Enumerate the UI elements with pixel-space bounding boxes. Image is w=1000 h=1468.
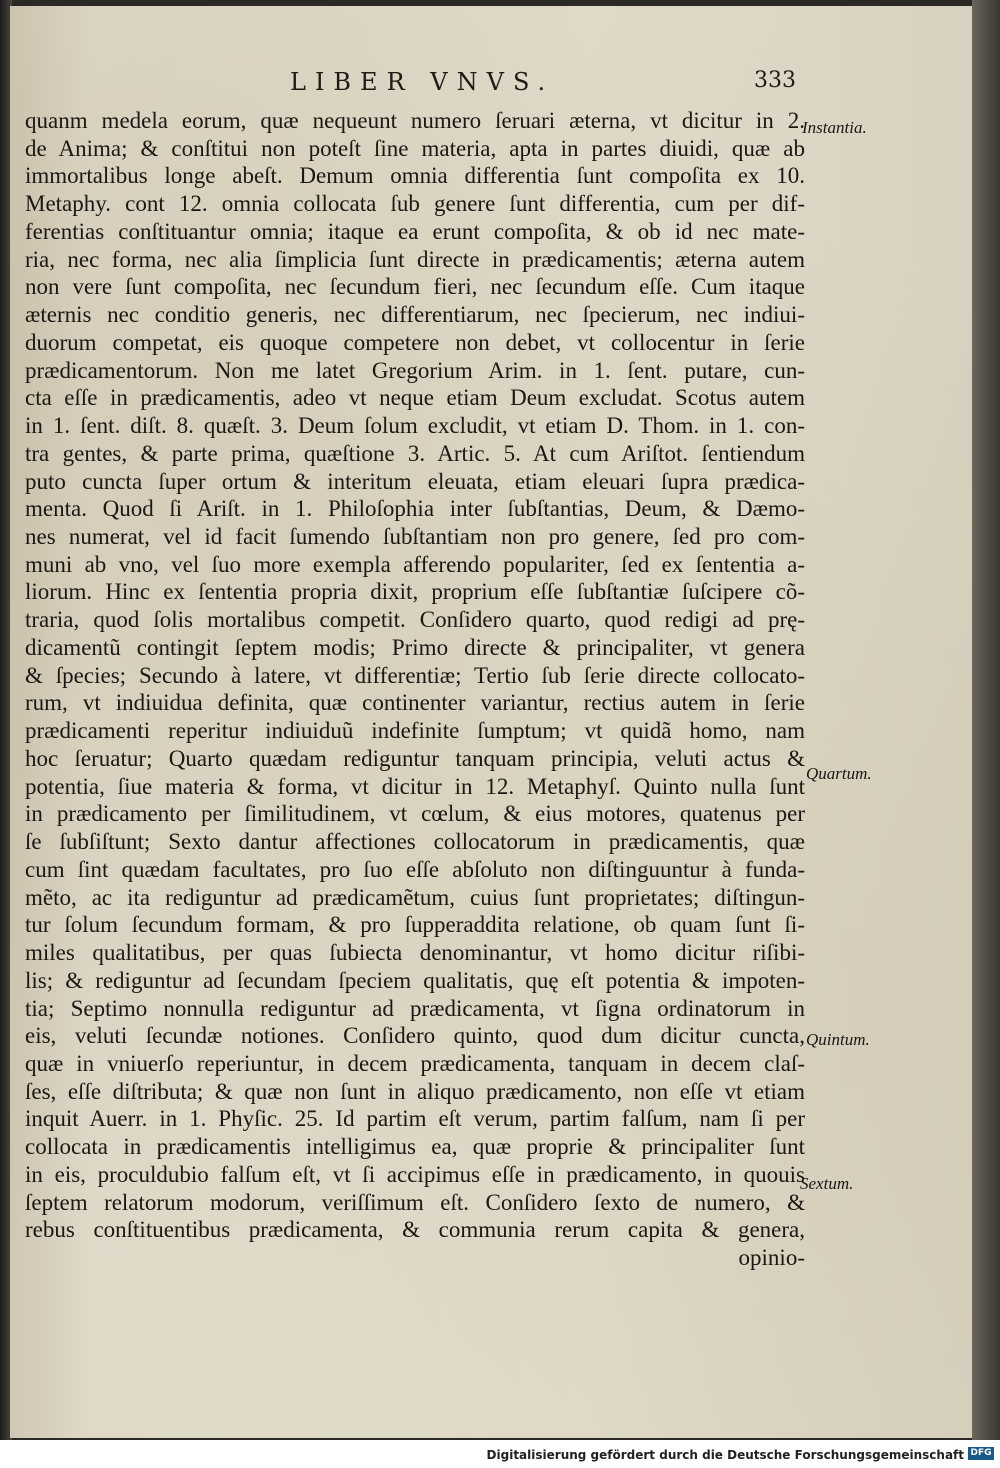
text-line: prædicamentorum. Non me latet Gregorium Arim. in 1. ſent. putare, cun- (25, 357, 805, 383)
text-line: traria, quod ſolis mortalibus competit. Conſidero quarto, quod redigi ad prę- (25, 607, 805, 633)
text-line: in eis, proculdubio falſum eſt, vt ſi accipimus eſſe in prædicamento, in quouis (25, 1161, 805, 1187)
text-line: tur ſolum ſecundum formam, & pro ſupperaddita relatione, ob quam ſunt ſi- (25, 912, 805, 938)
text-line: prædicamenti reperitur indiuiduũ indefinite ſumptum; vt quidã homo, nam (25, 718, 805, 744)
text-line: puto cuncta ſuper ortum & interitum eleuata, etiam eleuari ſupra prædica- (25, 468, 805, 494)
text-line: non vere ſunt compoſita, nec ſecundum fieri, nec ſecundum eſſe. Cum itaque (25, 274, 805, 300)
funding-credit: Digitalisierung gefördert durch die Deutsche Forschungsgemeinschaft (486, 1448, 964, 1462)
marginal-note-sextum: Sextum. (800, 1174, 854, 1193)
marginal-note-instantia: Instantia. (802, 118, 867, 137)
text-line: in 1. ſent. diſt. 8. quæſt. 3. Deum ſolum excludit, vt etiam D. Thom. in 1. con- (25, 413, 805, 439)
text-line: potentia, ſiue materia & forma, vt dicitur in 12. Metaphyſ. Quinto nulla ſunt (25, 773, 805, 799)
text-line: cta eſſe in prædicamentis, adeo vt neque etiam Deum excludat. Scotus autem (25, 385, 805, 411)
text-line: cum ſint quædam facultates, pro ſuo eſſe abſoluto non diſtinguuntur à funda- (25, 856, 805, 882)
scan-edge-right (972, 0, 1000, 1440)
text-line: hoc ſeruatur; Quarto quædam rediguntur tanquam principia, veluti actus & (25, 745, 805, 771)
text-line: quæ in vniuerſo reperiuntur, in decem prædicamenta, tanquam in decem claſ- (25, 1050, 805, 1076)
text-line: menta. Quod ſi Ariſt. in 1. Philoſophia inter ſubſtantias, Deum, & Dæmo- (25, 496, 805, 522)
text-line: eis, veluti ſecundæ notiones. Conſidero quinto, quod dum dicitur cuncta, (25, 1023, 805, 1049)
text-line: muni ab vno, vel ſuo more exempla afferendo populariter, ſed ex ſententia a- (25, 551, 805, 577)
text-line: ſes, eſſe diſtributa; & quæ non ſunt in aliquo prædicamento, non eſſe vt etiam (25, 1078, 805, 1104)
body-text (25, 106, 805, 1271)
text-line: de Anima; & conſtitui non poteſt ſine materia, apta in partes diuidi, quæ ab (25, 135, 805, 161)
marginal-note-quartum: Quartum. (806, 764, 872, 783)
text-line: in prædicamento per ſimilitudinem, vt cœlum, & eius motores, quatenus per (25, 801, 805, 827)
text-line: rebus conſtituentibus prædicamenta, & communia rerum capita & genera, (25, 1217, 805, 1243)
marginal-note-quintum: Quintum. (806, 1030, 870, 1049)
text-line: quanm medela eorum, quæ nequeunt numero ſeruari æterna, vt dicitur in 2. (25, 108, 805, 133)
text-line: lis; & rediguntur ad ſecundam ſpeciem qualitatis, quę eſt potentia & impoten- (25, 967, 805, 993)
running-head: LIBER VNVS. (290, 68, 555, 96)
dfg-logo: DFG (968, 1447, 994, 1460)
text-line: opinio- (738, 1245, 805, 1271)
text-line: ſe ſubſiſtunt; Sexto dantur affectiones collocatorum in prædicamentis, quæ (25, 829, 805, 855)
text-line: tia; Septimo nonnulla rediguntur ad prædicamenta, vt ſigna ordinatorum in (25, 995, 805, 1021)
text-line: mẽto, ac ita rediguntur ad prædicamẽtum, cuius ſunt proprietates; diſtingun- (25, 884, 805, 910)
text-line: liorum. Hinc ex ſententia propria dixit, proprium eſſe ſubſtantiæ ſuſcipere cõ- (25, 579, 805, 605)
digitization-footer (0, 1440, 1000, 1468)
text-line: nes numerat, vel id facit ſumendo ſubſtantiam non pro genere, ſed pro com- (25, 524, 805, 550)
text-line: inquit Auerr. in 1. Phyſic. 25. Id partim eſt verum, partim falſum, nam ſi per (25, 1106, 805, 1132)
text-line: immortalibus longe abeſt. Demum omnia differentia ſunt compoſita ex 10. (25, 163, 805, 189)
page-number: 333 (754, 68, 796, 93)
text-line: dicamentũ contingit ſeptem modis; Primo directe & principaliter, vt genera (25, 634, 805, 660)
text-line: duorum competat, eis quoque competere non debet, vt collocentur in ſerie (25, 329, 805, 355)
text-line: Metaphy. cont 12. omnia collocata ſub genere ſunt differentia, cum per dif- (25, 191, 805, 217)
text-line: rum, vt indiuidua definita, quæ continenter variantur, rectius autem in ſerie (25, 690, 805, 716)
text-line: & ſpecies; Secundo à latere, vt differentiæ; Tertio ſub ſerie directe collocato- (25, 662, 805, 688)
text-line: æternis nec conditio generis, nec differentiarum, nec ſpecierum, nec indiui- (25, 302, 805, 328)
text-line: tra gentes, & parte prima, quæſtione 3. Artic. 5. At cum Ariſtot. ſentiendum (25, 440, 805, 466)
book-page (10, 6, 972, 1438)
text-line: ria, nec forma, nec alia ſimplicia ſunt directe in prædicamentis; æterna autem (25, 246, 805, 272)
text-line: miles qualitatibus, per quas ſubiecta denominantur, vt homo dicitur riſibi- (25, 940, 805, 966)
text-line: collocata in prædicamentis intelligimus ea, quæ proprie & principaliter ſunt (25, 1134, 805, 1160)
text-line: ferentias conſtituantur omnia; itaque ea erunt compoſita, & ob id nec mate- (25, 218, 805, 244)
text-line: ſeptem relatorum modorum, veriſſimum eſt. Conſidero ſexto de numero, & (25, 1189, 805, 1215)
